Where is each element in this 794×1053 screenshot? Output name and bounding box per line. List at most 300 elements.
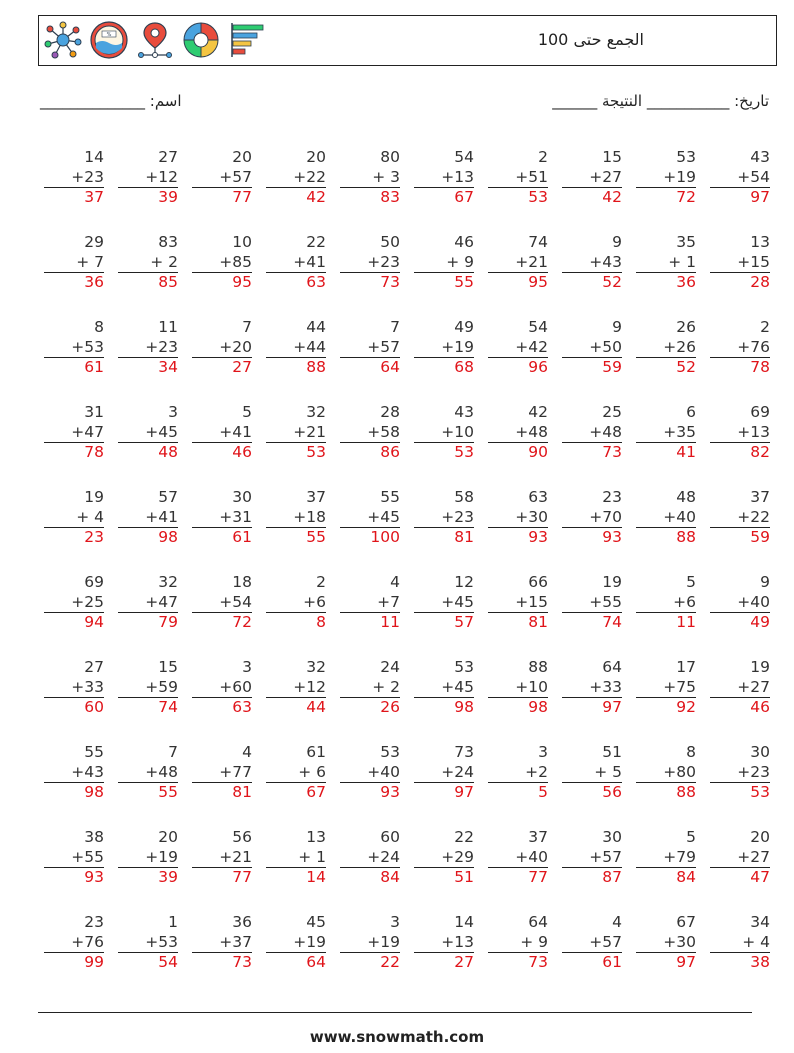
addition-problem xyxy=(710,403,770,463)
addition-problem xyxy=(710,913,770,973)
second-addend: +55 xyxy=(589,592,622,611)
answer: 57 xyxy=(414,612,474,633)
answer: 98 xyxy=(414,697,474,718)
second-addend: +6 xyxy=(673,592,696,611)
addition-problem xyxy=(44,148,104,208)
second-addend: +37 xyxy=(219,932,252,951)
first-addend: 55 xyxy=(84,743,104,761)
first-addend: 34 xyxy=(750,913,770,931)
first-addend: 64 xyxy=(602,658,622,676)
addition-problem xyxy=(192,488,252,548)
first-addend: 20 xyxy=(750,828,770,846)
addition-problem xyxy=(488,743,548,803)
second-addend: +57 xyxy=(367,337,400,356)
second-addend: +23 xyxy=(441,507,474,526)
addition-problem xyxy=(266,148,326,208)
first-addend: 42 xyxy=(528,403,548,421)
second-addend: +76 xyxy=(737,337,770,356)
answer: 59 xyxy=(710,527,770,548)
answer: 90 xyxy=(488,442,548,463)
answer: 8 xyxy=(266,612,326,633)
first-addend: 2 xyxy=(760,318,770,336)
addition-problem xyxy=(192,318,252,378)
answer: 37 xyxy=(44,187,104,208)
addition-problem xyxy=(414,233,474,293)
addition-problem xyxy=(562,573,622,633)
first-addend: 5 xyxy=(686,828,696,846)
second-addend: +35 xyxy=(663,422,696,441)
addition-problem xyxy=(266,488,326,548)
second-addend: +27 xyxy=(737,677,770,696)
answer: 84 xyxy=(340,867,400,888)
first-addend: 20 xyxy=(232,148,252,166)
addition-problem xyxy=(414,913,474,973)
second-addend: + 9 xyxy=(520,932,548,951)
first-addend: 32 xyxy=(158,573,178,591)
first-addend: 9 xyxy=(612,318,622,336)
first-addend: 50 xyxy=(380,233,400,251)
addition-problem xyxy=(636,658,696,718)
second-addend: +45 xyxy=(441,592,474,611)
problem-row xyxy=(40,403,770,488)
answer: 85 xyxy=(118,272,178,293)
second-addend: +23 xyxy=(367,252,400,271)
answer: 94 xyxy=(44,612,104,633)
first-addend: 15 xyxy=(602,148,622,166)
addition-problem xyxy=(118,488,178,548)
addition-problem xyxy=(488,913,548,973)
addition-problem xyxy=(266,573,326,633)
addition-problem xyxy=(266,743,326,803)
addition-problem xyxy=(118,318,178,378)
second-addend: +30 xyxy=(515,507,548,526)
problem-row xyxy=(40,148,770,233)
second-addend: + 4 xyxy=(742,932,770,951)
first-addend: 53 xyxy=(454,658,474,676)
addition-problem xyxy=(44,658,104,718)
first-addend: 29 xyxy=(84,233,104,251)
answer: 88 xyxy=(636,527,696,548)
second-addend: +40 xyxy=(367,762,400,781)
addition-problem xyxy=(488,573,548,633)
second-addend: +13 xyxy=(441,932,474,951)
addition-problem xyxy=(414,658,474,718)
answer: 55 xyxy=(414,272,474,293)
answer: 97 xyxy=(562,697,622,718)
second-addend: +42 xyxy=(515,337,548,356)
first-addend: 61 xyxy=(306,743,326,761)
svg-text:%: % xyxy=(106,32,112,38)
first-addend: 53 xyxy=(676,148,696,166)
problem-row xyxy=(40,743,770,828)
second-addend: +7 xyxy=(377,592,400,611)
addition-problem xyxy=(340,403,400,463)
addition-problem xyxy=(44,913,104,973)
second-addend: +41 xyxy=(219,422,252,441)
answer: 67 xyxy=(266,782,326,803)
first-addend: 3 xyxy=(242,658,252,676)
answer: 97 xyxy=(710,187,770,208)
addition-problem xyxy=(266,828,326,888)
second-addend: +53 xyxy=(145,932,178,951)
second-addend: +85 xyxy=(219,252,252,271)
second-addend: +43 xyxy=(589,252,622,271)
answer: 95 xyxy=(488,272,548,293)
answer: 93 xyxy=(44,867,104,888)
first-addend: 3 xyxy=(168,403,178,421)
second-addend: + 5 xyxy=(594,762,622,781)
second-addend: +54 xyxy=(737,167,770,186)
problem-row xyxy=(40,318,770,403)
first-addend: 19 xyxy=(84,488,104,506)
first-addend: 2 xyxy=(538,148,548,166)
first-addend: 48 xyxy=(676,488,696,506)
second-addend: +45 xyxy=(367,507,400,526)
addition-problem xyxy=(488,488,548,548)
addition-problem xyxy=(266,233,326,293)
answer: 81 xyxy=(192,782,252,803)
second-addend: +6 xyxy=(303,592,326,611)
addition-problem xyxy=(44,743,104,803)
answer: 36 xyxy=(636,272,696,293)
answer: 86 xyxy=(340,442,400,463)
second-addend: +77 xyxy=(219,762,252,781)
second-addend: +48 xyxy=(145,762,178,781)
answer: 72 xyxy=(192,612,252,633)
answer: 53 xyxy=(414,442,474,463)
first-addend: 7 xyxy=(168,743,178,761)
addition-problem xyxy=(340,233,400,293)
addition-problem xyxy=(636,828,696,888)
addition-problem xyxy=(562,743,622,803)
second-addend: +33 xyxy=(589,677,622,696)
second-addend: +47 xyxy=(145,592,178,611)
map-pin-icon xyxy=(135,20,175,60)
addition-problem xyxy=(340,488,400,548)
answer: 53 xyxy=(488,187,548,208)
answer: 87 xyxy=(562,867,622,888)
answer: 67 xyxy=(414,187,474,208)
first-addend: 69 xyxy=(750,403,770,421)
first-addend: 80 xyxy=(380,148,400,166)
first-addend: 20 xyxy=(306,148,326,166)
second-addend: +23 xyxy=(71,167,104,186)
addition-problem xyxy=(340,658,400,718)
page-title: الجمع حتى 100 xyxy=(537,30,644,49)
second-addend: +47 xyxy=(71,422,104,441)
answer: 77 xyxy=(488,867,548,888)
addition-problem xyxy=(44,318,104,378)
addition-problem xyxy=(266,318,326,378)
answer: 55 xyxy=(118,782,178,803)
problem-row xyxy=(40,828,770,913)
answer: 39 xyxy=(118,867,178,888)
answer: 28 xyxy=(710,272,770,293)
first-addend: 51 xyxy=(602,743,622,761)
answer: 63 xyxy=(192,697,252,718)
problem-row xyxy=(40,658,770,743)
addition-problem xyxy=(192,828,252,888)
second-addend: +57 xyxy=(589,847,622,866)
first-addend: 32 xyxy=(306,658,326,676)
answer: 74 xyxy=(118,697,178,718)
second-addend: +44 xyxy=(293,337,326,356)
first-addend: 2 xyxy=(316,573,326,591)
second-addend: +13 xyxy=(441,167,474,186)
addition-problem xyxy=(414,318,474,378)
network-icon xyxy=(43,20,83,60)
addition-problem xyxy=(118,403,178,463)
addition-problem xyxy=(192,573,252,633)
answer: 22 xyxy=(340,952,400,973)
answer: 99 xyxy=(44,952,104,973)
first-addend: 1 xyxy=(168,913,178,931)
answer: 95 xyxy=(192,272,252,293)
first-addend: 28 xyxy=(380,403,400,421)
problem-row xyxy=(40,913,770,998)
first-addend: 67 xyxy=(676,913,696,931)
first-addend: 31 xyxy=(84,403,104,421)
donut-chart-icon xyxy=(181,20,221,60)
addition-problem xyxy=(118,233,178,293)
second-addend: + 1 xyxy=(668,252,696,271)
addition-problem xyxy=(636,403,696,463)
second-addend: +40 xyxy=(515,847,548,866)
answer: 56 xyxy=(562,782,622,803)
first-addend: 13 xyxy=(306,828,326,846)
second-addend: +40 xyxy=(663,507,696,526)
answer: 100 xyxy=(340,527,400,548)
second-addend: +19 xyxy=(663,167,696,186)
first-addend: 73 xyxy=(454,743,474,761)
first-addend: 4 xyxy=(390,573,400,591)
first-addend: 15 xyxy=(158,658,178,676)
answer: 61 xyxy=(44,357,104,378)
second-addend: + 7 xyxy=(76,252,104,271)
percentage-badge-icon xyxy=(89,20,129,60)
second-addend: + 1 xyxy=(298,847,326,866)
first-addend: 6 xyxy=(686,403,696,421)
first-addend: 54 xyxy=(528,318,548,336)
second-addend: +12 xyxy=(145,167,178,186)
first-addend: 88 xyxy=(528,658,548,676)
answer: 98 xyxy=(44,782,104,803)
second-addend: +19 xyxy=(441,337,474,356)
addition-problem xyxy=(414,403,474,463)
answer: 64 xyxy=(340,357,400,378)
first-addend: 19 xyxy=(602,573,622,591)
first-addend: 23 xyxy=(84,913,104,931)
second-addend: +41 xyxy=(145,507,178,526)
first-addend: 26 xyxy=(676,318,696,336)
second-addend: +24 xyxy=(441,762,474,781)
addition-problem xyxy=(562,828,622,888)
second-addend: +31 xyxy=(219,507,252,526)
addition-problem xyxy=(118,148,178,208)
first-addend: 60 xyxy=(380,828,400,846)
second-addend: + 3 xyxy=(372,167,400,186)
date-score-field: تاريخ: ___________ النتيجة ______ xyxy=(552,92,769,110)
first-addend: 13 xyxy=(750,233,770,251)
answer: 39 xyxy=(118,187,178,208)
second-addend: +53 xyxy=(71,337,104,356)
second-addend: +24 xyxy=(367,847,400,866)
second-addend: +57 xyxy=(589,932,622,951)
second-addend: +20 xyxy=(219,337,252,356)
first-addend: 46 xyxy=(454,233,474,251)
answer: 5 xyxy=(488,782,548,803)
second-addend: + 6 xyxy=(298,762,326,781)
first-addend: 35 xyxy=(676,233,696,251)
second-addend: +33 xyxy=(71,677,104,696)
answer: 49 xyxy=(710,612,770,633)
answer: 23 xyxy=(44,527,104,548)
second-addend: +27 xyxy=(589,167,622,186)
answer: 92 xyxy=(636,697,696,718)
answer: 82 xyxy=(710,442,770,463)
answer: 11 xyxy=(340,612,400,633)
first-addend: 27 xyxy=(84,658,104,676)
addition-problem xyxy=(636,573,696,633)
addition-problem xyxy=(710,743,770,803)
addition-problem xyxy=(266,403,326,463)
answer: 93 xyxy=(340,782,400,803)
first-addend: 57 xyxy=(158,488,178,506)
second-addend: + 2 xyxy=(150,252,178,271)
first-addend: 38 xyxy=(84,828,104,846)
first-addend: 4 xyxy=(242,743,252,761)
answer: 88 xyxy=(636,782,696,803)
second-addend: +75 xyxy=(663,677,696,696)
addition-problem xyxy=(636,148,696,208)
answer: 73 xyxy=(340,272,400,293)
second-addend: +45 xyxy=(441,677,474,696)
second-addend: +19 xyxy=(367,932,400,951)
answer: 63 xyxy=(266,272,326,293)
addition-problem xyxy=(192,913,252,973)
first-addend: 45 xyxy=(306,913,326,931)
addition-problem xyxy=(562,658,622,718)
first-addend: 4 xyxy=(612,913,622,931)
first-addend: 3 xyxy=(390,913,400,931)
first-addend: 58 xyxy=(454,488,474,506)
answer: 38 xyxy=(710,952,770,973)
first-addend: 22 xyxy=(306,233,326,251)
addition-problem xyxy=(636,743,696,803)
answer: 97 xyxy=(636,952,696,973)
answer: 77 xyxy=(192,187,252,208)
first-addend: 18 xyxy=(232,573,252,591)
second-addend: +13 xyxy=(737,422,770,441)
answer: 73 xyxy=(562,442,622,463)
first-addend: 63 xyxy=(528,488,548,506)
addition-problem xyxy=(118,573,178,633)
addition-problem xyxy=(340,318,400,378)
answer: 64 xyxy=(266,952,326,973)
first-addend: 24 xyxy=(380,658,400,676)
first-addend: 7 xyxy=(390,318,400,336)
second-addend: +60 xyxy=(219,677,252,696)
addition-problem xyxy=(562,488,622,548)
second-addend: +40 xyxy=(737,592,770,611)
addition-problem xyxy=(192,403,252,463)
second-addend: +23 xyxy=(145,337,178,356)
addition-problem xyxy=(414,828,474,888)
answer: 47 xyxy=(710,867,770,888)
student-name-field: اسم: ______________ xyxy=(40,92,182,110)
first-addend: 9 xyxy=(612,233,622,251)
second-addend: +27 xyxy=(737,847,770,866)
second-addend: +22 xyxy=(293,167,326,186)
addition-problem xyxy=(340,573,400,633)
second-addend: +48 xyxy=(515,422,548,441)
answer: 73 xyxy=(192,952,252,973)
addition-problem xyxy=(266,658,326,718)
second-addend: +54 xyxy=(219,592,252,611)
addition-problem xyxy=(44,488,104,548)
first-addend: 22 xyxy=(454,828,474,846)
addition-problem xyxy=(710,233,770,293)
addition-problem xyxy=(710,148,770,208)
first-addend: 9 xyxy=(760,573,770,591)
answer: 59 xyxy=(562,357,622,378)
problem-row xyxy=(40,488,770,573)
first-addend: 5 xyxy=(686,573,696,591)
second-addend: +48 xyxy=(589,422,622,441)
first-addend: 8 xyxy=(686,743,696,761)
addition-problem xyxy=(636,318,696,378)
addition-problem xyxy=(636,233,696,293)
first-addend: 36 xyxy=(232,913,252,931)
first-addend: 14 xyxy=(454,913,474,931)
addition-problem xyxy=(118,828,178,888)
first-addend: 37 xyxy=(528,828,548,846)
addition-problem xyxy=(192,148,252,208)
second-addend: +45 xyxy=(145,422,178,441)
addition-problem xyxy=(192,743,252,803)
second-addend: +10 xyxy=(515,677,548,696)
addition-problem xyxy=(266,913,326,973)
addition-problem xyxy=(710,573,770,633)
addition-problem xyxy=(118,743,178,803)
answer: 54 xyxy=(118,952,178,973)
second-addend: + 2 xyxy=(372,677,400,696)
answer: 98 xyxy=(488,697,548,718)
addition-problem xyxy=(414,488,474,548)
first-addend: 14 xyxy=(84,148,104,166)
addition-problem xyxy=(44,573,104,633)
addition-problem xyxy=(44,828,104,888)
second-addend: + 4 xyxy=(76,507,104,526)
addition-problem xyxy=(340,913,400,973)
answer: 84 xyxy=(636,867,696,888)
first-addend: 49 xyxy=(454,318,474,336)
first-addend: 27 xyxy=(158,148,178,166)
answer: 93 xyxy=(488,527,548,548)
first-addend: 69 xyxy=(84,573,104,591)
answer: 81 xyxy=(414,527,474,548)
answer: 73 xyxy=(488,952,548,973)
second-addend: +21 xyxy=(515,252,548,271)
addition-problem xyxy=(192,658,252,718)
addition-problem xyxy=(44,233,104,293)
second-addend: +55 xyxy=(71,847,104,866)
addition-problem xyxy=(414,743,474,803)
first-addend: 20 xyxy=(158,828,178,846)
addition-problem xyxy=(710,488,770,548)
addition-problem xyxy=(118,658,178,718)
first-addend: 32 xyxy=(306,403,326,421)
